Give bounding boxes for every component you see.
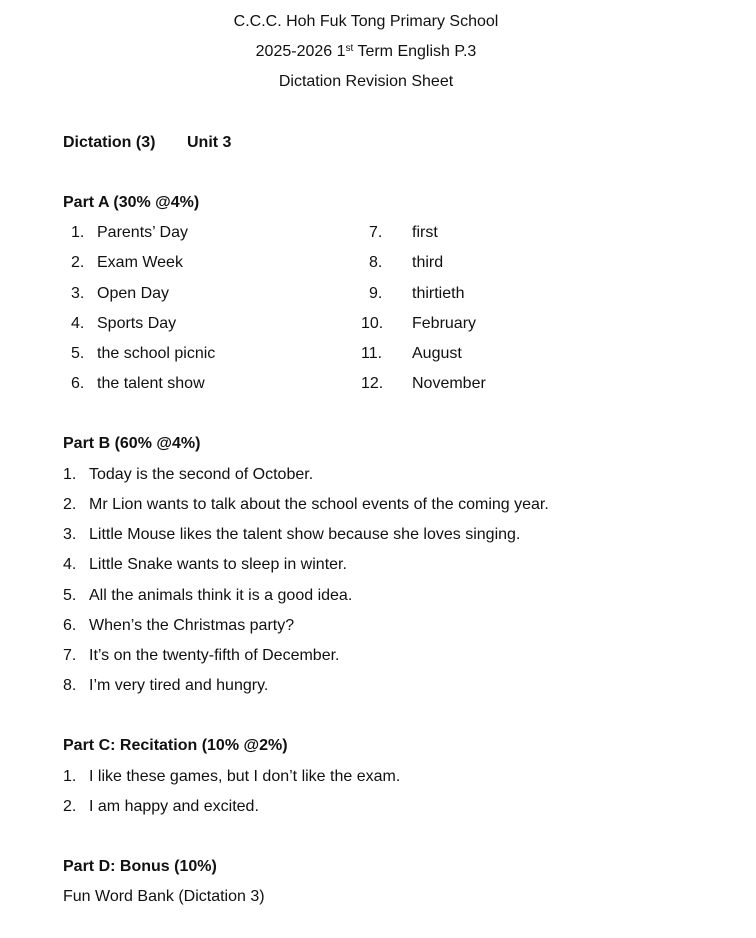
part-d-heading: Part D: Bonus (10%) — [63, 858, 217, 875]
term-superscript: st — [345, 43, 354, 54]
part-a-number: 8. — [369, 254, 383, 271]
dictation-label: Dictation (3) — [63, 134, 156, 151]
term-rest: Term English P.3 — [353, 43, 477, 60]
part-a-number: 5. — [71, 345, 85, 362]
part-a-heading: Part A (30% @4%) — [63, 194, 200, 211]
part-b-number: 5. — [63, 587, 77, 604]
part-b-number: 8. — [63, 677, 77, 694]
part-c-number: 1. — [63, 768, 77, 785]
unit-label: Unit 3 — [187, 134, 232, 151]
part-b-number: 6. — [63, 617, 77, 634]
part-a-word: February — [412, 315, 477, 332]
part-b-sentence: Little Mouse likes the talent show because she loves singing. — [89, 526, 521, 543]
part-a-word: third — [412, 254, 444, 271]
sheet-title: Dictation Revision Sheet — [278, 73, 454, 90]
part-b-number: 7. — [63, 647, 77, 664]
term-year: 2025-2026 1 — [255, 43, 346, 60]
part-a-word: the school picnic — [97, 345, 216, 362]
part-a-word: Sports Day — [97, 315, 177, 332]
part-a-word: Parents’ Day — [97, 224, 188, 241]
part-a-number: 12. — [361, 375, 384, 392]
part-b-number: 3. — [63, 526, 77, 543]
part-a-word: thirtieth — [412, 285, 465, 302]
part-a-number: 6. — [71, 375, 85, 392]
part-a-word: Open Day — [97, 285, 170, 302]
part-b-sentence: Today is the second of October. — [89, 466, 314, 483]
part-b-sentence: Little Snake wants to sleep in winter. — [89, 556, 347, 573]
part-a-word: August — [412, 345, 462, 362]
part-b-sentence: All the animals think it is a good idea. — [89, 587, 353, 604]
part-b-sentence: I’m very tired and hungry. — [89, 677, 269, 694]
part-a-number: 10. — [361, 315, 384, 332]
part-c-number: 2. — [63, 798, 77, 815]
part-a-word: Exam Week — [97, 254, 183, 271]
part-c-heading: Part C: Recitation (10% @2%) — [63, 737, 288, 754]
part-a-number: 3. — [71, 285, 85, 302]
part-a-number: 7. — [369, 224, 383, 241]
part-d-text: Fun Word Bank (Dictation 3) — [63, 888, 265, 905]
part-a-word: November — [412, 375, 486, 392]
part-c-sentence: I like these games, but I don’t like the exam. — [89, 768, 401, 785]
part-a-number: 1. — [71, 224, 85, 241]
part-b-number: 4. — [63, 556, 77, 573]
school-name: C.C.C. Hoh Fuk Tong Primary School — [233, 13, 499, 30]
part-b-sentence: When’s the Christmas party? — [89, 617, 295, 634]
part-a-number: 4. — [71, 315, 85, 332]
part-b-sentence: Mr Lion wants to talk about the school events of the coming year. — [89, 496, 549, 513]
part-a-word: the talent show — [97, 375, 205, 392]
part-c-sentence: I am happy and excited. — [89, 798, 259, 815]
term-line — [0, 43, 732, 61]
part-b-number: 1. — [63, 466, 77, 483]
part-a-number: 9. — [369, 285, 383, 302]
part-a-word: first — [412, 224, 438, 241]
part-b-sentence: It’s on the twenty-fifth of December. — [89, 647, 340, 664]
part-b-number: 2. — [63, 496, 77, 513]
part-a-number: 2. — [71, 254, 85, 271]
part-a-number: 11. — [361, 345, 383, 362]
part-b-heading: Part B (60% @4%) — [63, 435, 201, 452]
